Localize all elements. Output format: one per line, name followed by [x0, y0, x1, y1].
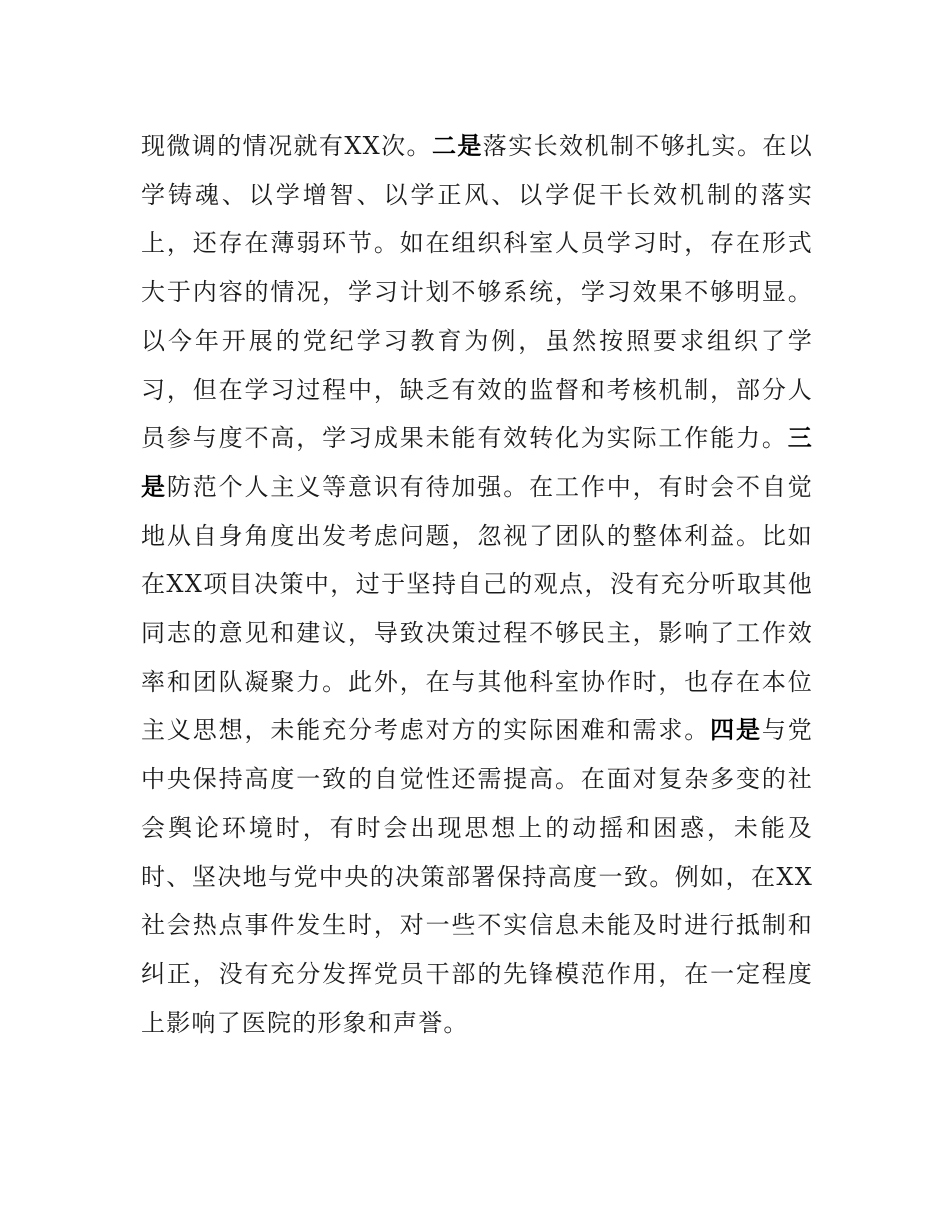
bold-marker-three: 三是	[141, 424, 813, 501]
text-segment: 与党中央保持高度一致的自觉性还需提高。在面对复杂多变的社会舆论环境时，有时会出现思想上的动摇和困惑，未能及时、坚决地与党中央的决策部署保持高度一致。例如，在XX社会热点事件发生时，对一些不实信息未能及时进行抵制和纠正，没有充分发挥党员干部的先锋模范作用，在一定程度上影响了医院的形象和声誉。	[141, 716, 813, 1037]
body-text	[141, 122, 813, 1047]
text-segment: 防范个人主义等意识有待加强。在工作中，有时会不自觉地从自身角度出发考虑问题，忽视了团队的整体利益。比如在XX项目决策中，过于坚持自己的观点，没有充分听取其他同志的意见和建议，导致决策过程不够民主，影响了工作效率和团队凝聚力。此外，在与其他科室协作时，也存在本位主义思想，未能充分考虑对方的实际困难和需求。	[141, 472, 813, 745]
bold-marker-four: 四是	[710, 716, 762, 745]
paragraph	[141, 122, 813, 1047]
text-segment: 现微调的情况就有XX次。	[141, 132, 432, 160]
text-segment: 落实长效机制不够扎实。在以学铸魂、以学增智、以学正风、以学促干长效机制的落实上，还存在薄弱环节。如在组织科室人员学习时，存在形式大于内容的情况，学习计划不够系统，学习效果不够明显。以今年开展的党纪学习教育为例，虽然按照要求组织了学习，但在学习过程中，缺乏有效的监督和考核机制，部分人员参与度不高，学习成果未能有效转化为实际工作能力。	[141, 132, 813, 453]
bold-marker-two: 二是	[431, 132, 483, 160]
